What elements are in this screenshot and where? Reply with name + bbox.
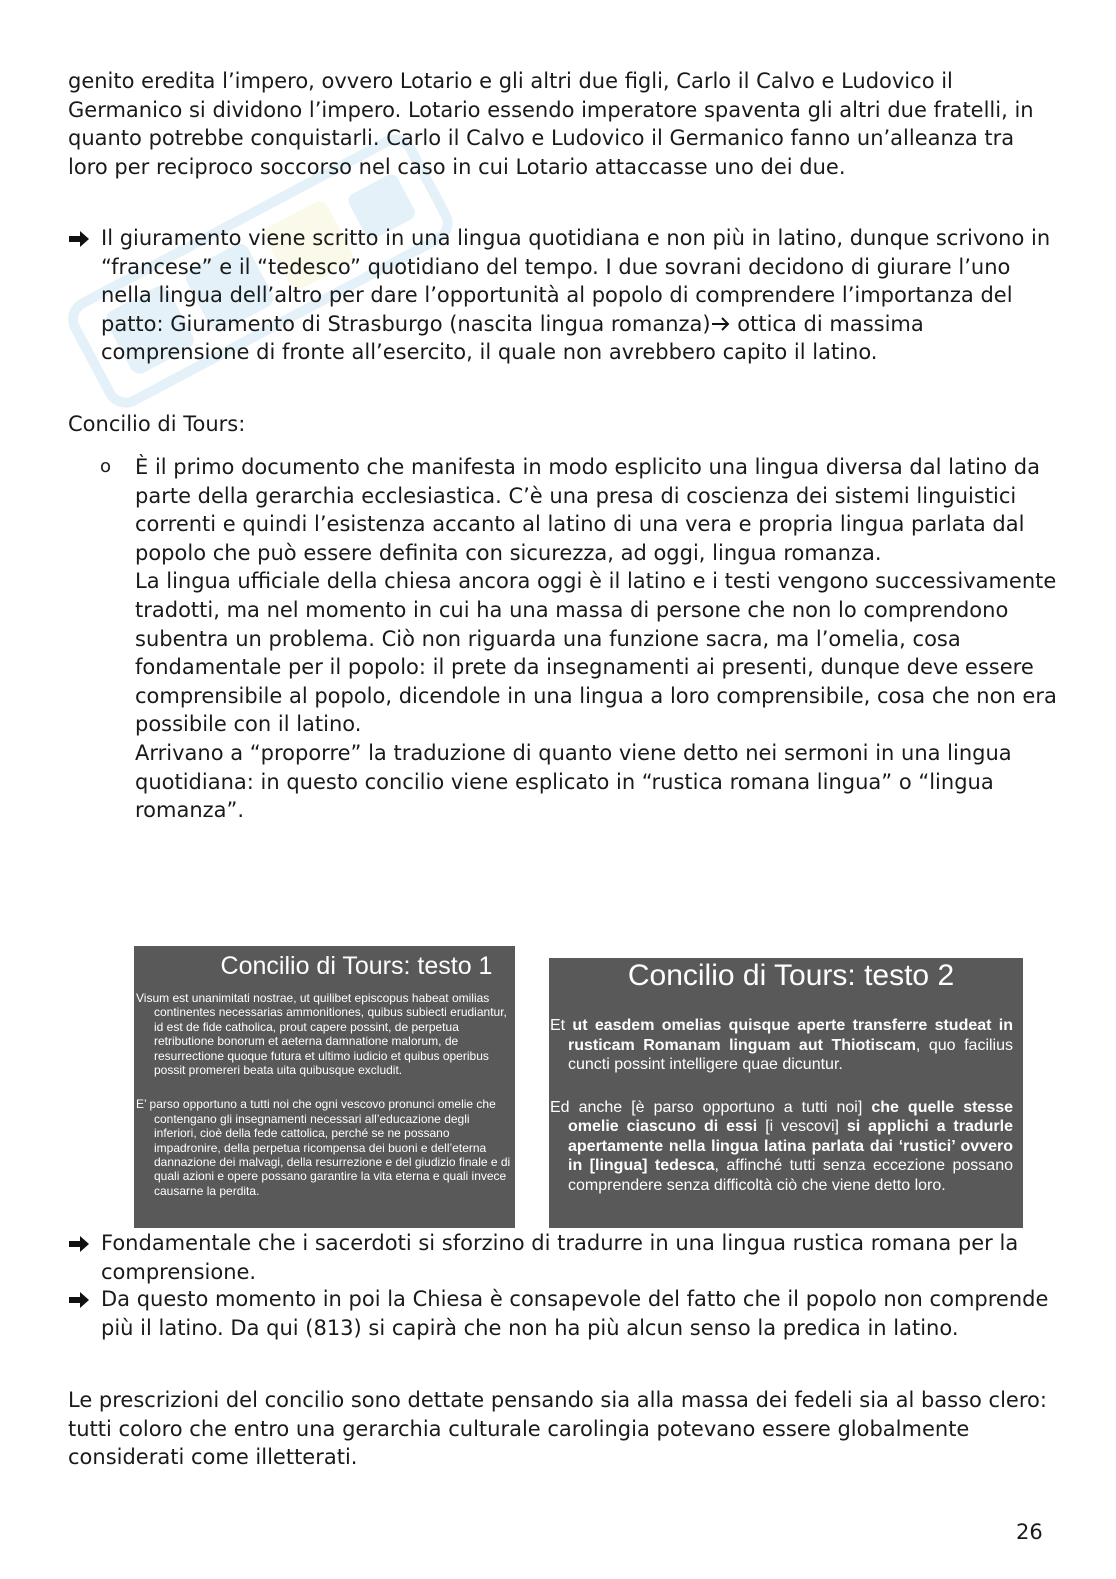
slide1-title: Concilio di Tours: testo 1 <box>220 952 493 980</box>
slide1-latin-text: Visum est unanimitati nostrae, ut quilibet episcopus habeat omilias continentes necessarias ammonitiones, quibus subiecti erudiantur, id est de fide catholica, prout capere possint, de perpetua retributione bonorum et aeterna damnatione malorum, de resurrectione quoque futura et ultimo iudicio et quibus operibus possit promereri beata uita quibusque excludit. <box>136 991 507 1078</box>
slide2-it-start: Ed anche [è parso opportuno a tutti noi] <box>550 1098 872 1116</box>
arrow-item-chiesa <box>68 1285 1058 1342</box>
arrow-right-icon <box>68 224 96 258</box>
arrow-right-icon <box>68 1229 96 1263</box>
arrow-right-icon <box>68 1285 96 1319</box>
slide2-latin-bold: ut easdem omelias quisque aperte transferre studeat in rusticam Romanam linguam aut Thiotiscam <box>568 1017 1014 1054</box>
sacerdoti-text: Fondamentale che i sacerdoti si sforzino di tradurre in una lingua rustica romana per la comprensione. <box>101 1231 1019 1284</box>
concilio-paragraph-3: Arrivano a “proporre” la traduzione di quanto viene detto nei sermoni in una lingua quotidiana: in questo concilio viene esplicato in “rustica romana lingua” o “lingua romanza”. <box>135 740 1012 823</box>
slide2-latin-start: Et <box>550 1017 573 1034</box>
bullet-marker: o <box>100 456 112 477</box>
intro-paragraph: genito eredita l’impero, ovvero Lotario e gli altri due figli, Carlo il Calvo e Ludovico il Germanico si dividono l’impero. Lotario essendo imperatore spaventa gli altri due fratelli, in quanto potrebbe conquistarli. Carlo il Calvo e Ludovico il Germanico fanno un’alleanza tra loro per reciproco soccorso nel caso in cui Lotario attaccasse uno dei due. <box>68 69 1034 179</box>
final-paragraph: Le prescrizioni del concilio sono dettate pensando sia alla massa dei fedeli sia al basso clero: tutti coloro che entro una gerarchia culturale carolingia potevano essere globalmente considerati come illetterati. <box>68 1388 1047 1470</box>
slide2-it-end: , affinché tutti senza eccezione possano comprendere senza difficoltà ciò che viene detto loro. <box>568 1157 1014 1194</box>
slide2-it-bold-1: che quelle stesse omelie ciascuno di essi <box>568 1098 1014 1135</box>
page-number: 26 <box>1016 1520 1043 1544</box>
arrow-item-giuramento <box>68 224 1058 367</box>
slide2-italian-text <box>550 1098 1013 1196</box>
slide-concilio-testo-2 <box>549 958 1023 1228</box>
giuramento-text: Il giuramento viene scritto in una lingua quotidiana e non più in latino, dunque scrivono in “francese” e il “tedesco” quotidiano del tempo. I due sovrani decidono di giurare l’uno nella lingua dell’altro per dare l’opportunità al popolo di comprendere l’importanza del patto: Giuramento di Strasburgo (nascita lingua romanza) <box>101 226 1051 336</box>
slide2-title: Concilio di Tours: testo 2 <box>627 959 955 992</box>
giuramento-text-cont: ottica di massima comprensione di fronte all’esercito, il quale non avrebbero capito il latino. <box>101 311 924 365</box>
inline-arrow-icon <box>711 317 731 331</box>
slide2-it-mid: [i vescovi] <box>757 1118 847 1135</box>
slide2-it-bold-2: si applichi a tradurle apertamente nella lingua latina parlata dai ‘rustici’ ovvero in [lingua] tedesca <box>568 1118 1013 1174</box>
slide1-italian-text: E’ parso opportuno a tutti noi che ogni vescovo pronunci omelie che contengano gli insegnamenti necessari all’educazione degli inferiori, cioè della fede cattolica, perché se ne possano impadronire, della perpetua ricompensa dei buoni e dell’eterna dannazione dei malvagi, della resurrezione e del giudizio finale e di quali azioni e opere possano garantire la vita eterna e quali invece causarne la perdita. <box>136 1097 511 1198</box>
bullet-item-concilio <box>100 453 1060 825</box>
slide2-latin-end: , quo facilius cuncti possint intelligere quae dicuntur. <box>568 1036 1014 1073</box>
arrow-item-sacerdoti <box>68 1229 1058 1286</box>
concilio-paragraph-1: È il primo documento che manifesta in modo esplicito una lingua diversa dal latino da parte della gerarchia ecclesiastica. C’è una presa di coscienza dei sistemi linguistici correnti e quindi l’esistenza accanto al latino di una vera e propria lingua parlata dal popolo che può essere definita con sicurezza, ad oggi, lingua romanza. <box>135 455 1040 565</box>
slide2-latin-text <box>550 1016 1013 1075</box>
section-heading-concilio: Concilio di Tours: <box>68 412 246 436</box>
concilio-paragraph-2: La lingua ufficiale della chiesa ancora oggi è il latino e i testi vengono successivamente tradotti, ma nel momento in cui ha una massa di persone che non lo comprendono subentra un problema. Ciò non riguarda una funzione sacra, ma l’omelia, cosa fondamentale per il popolo: il prete da insegnamenti ai presenti, dunque deve essere comprensibile al popolo, dicendole in una lingua a loro comprensibile, cosa che non era possibile con il latino. <box>135 569 1057 737</box>
slide-concilio-testo-1 <box>134 946 515 1228</box>
chiesa-text: Da questo momento in poi la Chiesa è consapevole del fatto che il popolo non comprende più il latino. Da qui (813) si capirà che non ha più alcun senso la predica in latino. <box>101 1287 1049 1340</box>
